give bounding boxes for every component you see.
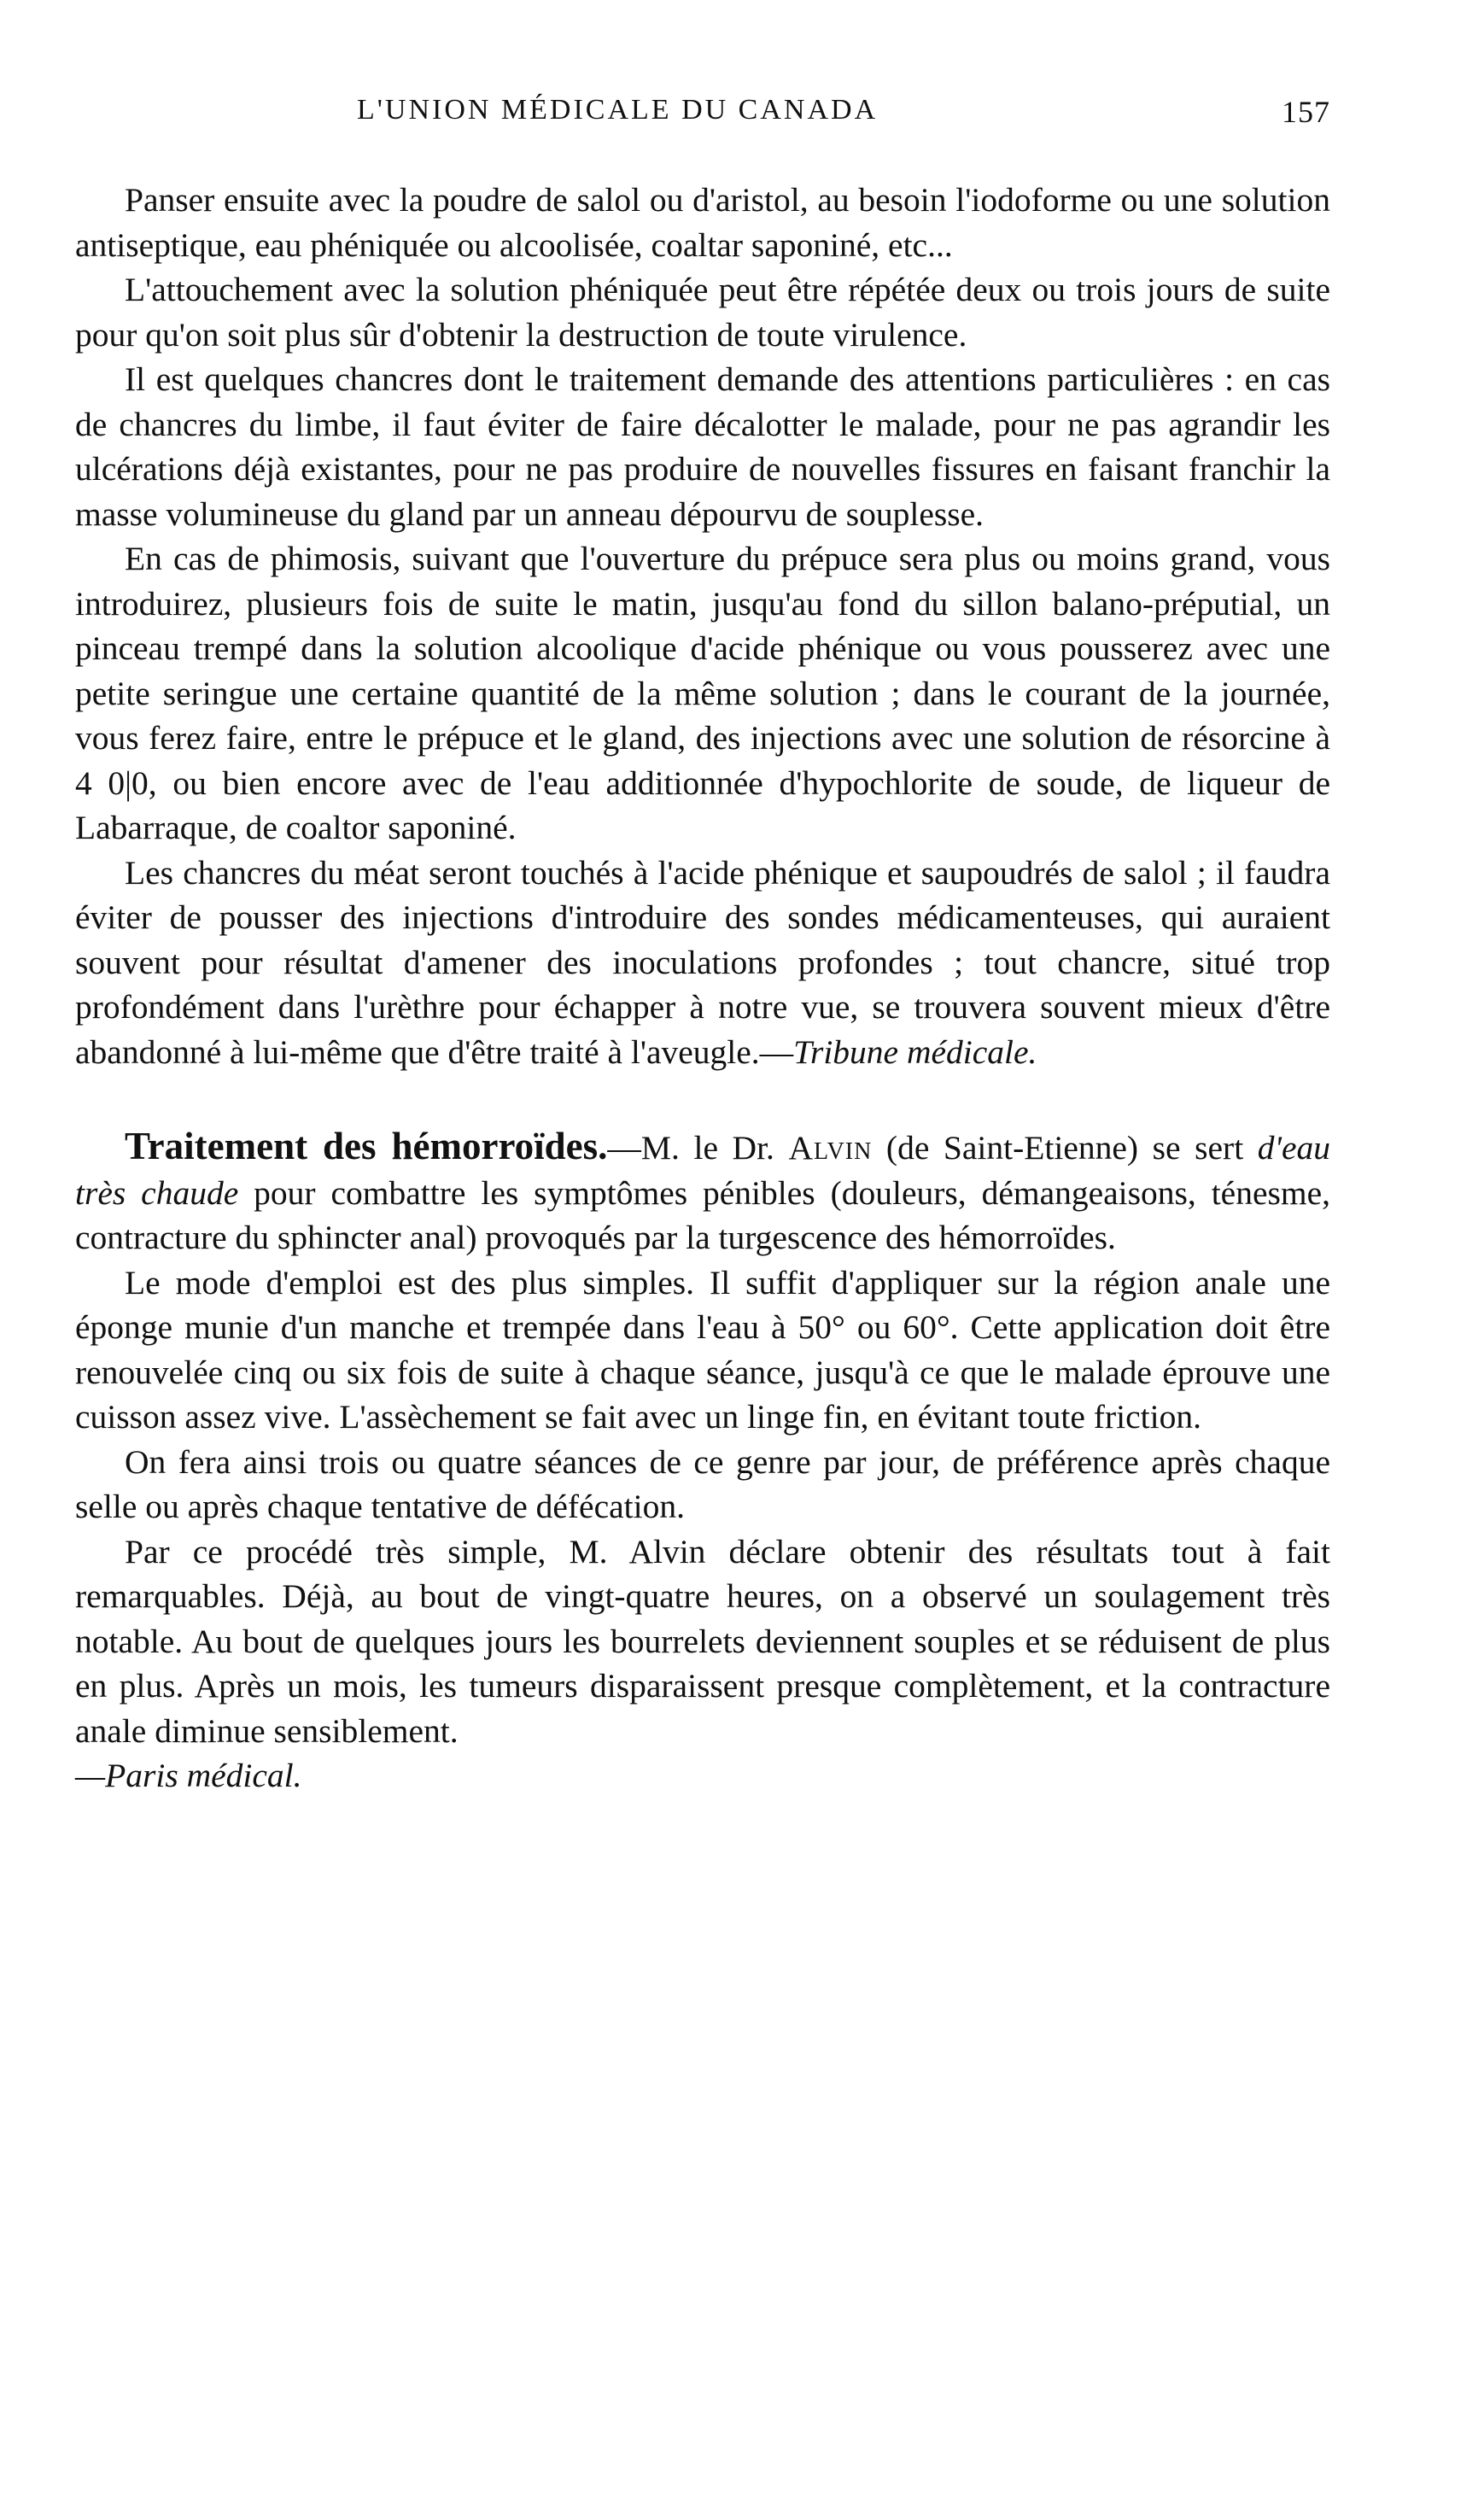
source-citation: Tribune médicale. bbox=[793, 1032, 1037, 1071]
page-number: 157 bbox=[1282, 95, 1330, 129]
paragraph-text: (de Saint-Etienne) se sert bbox=[872, 1129, 1258, 1167]
source-citation: —Paris médical. bbox=[75, 1757, 302, 1794]
running-header bbox=[75, 85, 1330, 137]
document-page bbox=[75, 85, 1330, 1798]
paragraph bbox=[75, 1753, 1330, 1798]
journal-title: L'UNION MÉDICALE DU CANADA bbox=[357, 94, 879, 126]
section-paragraph bbox=[75, 1124, 1330, 1260]
section-heading: Traitement des hémorroïdes. bbox=[125, 1125, 608, 1167]
section-gap bbox=[75, 1074, 1330, 1124]
paragraph: L'attouchement avec la solution phéniquée peut être répétée deux ou trois jours de suite pour qu'on soit plus sûr d'obtenir la destruction de toute virulence. bbox=[75, 271, 1330, 354]
intro-text: —M. le Dr. bbox=[607, 1129, 789, 1167]
author-name: Alvin bbox=[788, 1129, 873, 1167]
paragraph: Panser ensuite avec la poudre de salol ou d'aristol, au besoin l'iodoforme ou une solution antiseptique, eau phéniquée ou alcoolisée, coaltar saponiné, etc... bbox=[75, 181, 1330, 264]
paragraph: Le mode d'emploi est des plus simples. Il suffit d'appliquer sur la région anale une éponge munie d'un manche et trempée dans l'eau à 50° ou 60°. Cette application doit être renouvelée cinq ou six fois de suite à chaque séance, jusqu'à ce que le malade éprouve une cuisson assez vive. L'assèchement se fait avec un linge fin, en évitant toute friction. bbox=[75, 1263, 1330, 1436]
paragraph: On fera ainsi trois ou quatre séances de ce genre par jour, de préférence après chaque selle ou après chaque tentative de défécation. bbox=[75, 1442, 1330, 1525]
paragraph: En cas de phimosis, suivant que l'ouverture du prépuce sera plus ou moins grand, vous introduirez, plusieurs fois de suite le matin, jusqu'au fond du sillon balano-préputial, un pinceau trempé dans la solution alcoolique d'acide phénique ou vous pousserez avec une petite seringue une certaine quantité de la même solution ; dans le courant de la journée, vous ferez faire, entre le prépuce et le gland, des injections avec une solution de résorcine à 4 0|0, ou bien encore avec de l'eau additionnée d'hypochlorite de soude, de liqueur de Labarraque, de coaltor saponiné. bbox=[75, 540, 1330, 846]
paragraph bbox=[75, 851, 1330, 1075]
paragraph: Par ce procédé très simple, M. Alvin déclare obtenir des résultats tout à fait remarquables. Déjà, au bout de vingt-quatre heures, on a observé un soulagement très notable. Au bout de quelques jours les bourrelets deviennent souples et se réduisent de plus en plus. Après un mois, les tumeurs disparaissent presque complètement, et la contracture anale diminue sensiblement. bbox=[75, 1532, 1330, 1750]
paragraph: Il est quelques chancres dont le traitement demande des attentions particulières : en cas de chancres du limbe, il faut éviter de faire décalotter le malade, pour ne pas agrandir les ulcérations déjà existantes, pour ne pas produire de nouvelles fissures en faisant franchir la masse volumineuse du gland par un anneau dépourvu de souplesse. bbox=[75, 360, 1330, 533]
body-text bbox=[75, 178, 1330, 1798]
emphasis-text: d'eau très chaude bbox=[75, 1129, 1330, 1212]
paragraph-text: pour combattre les symptômes pénibles (douleurs, démangeaisons, ténesme, contracture du sphincter anal) provoqués par la turgescence des hémorroïdes. bbox=[75, 1173, 1330, 1256]
paragraph-text: Les chancres du méat seront touchés à l'acide phénique et saupoudrés de salol ; il faudra éviter de pousser des injections d'introduire des sondes médicamenteuses, qui auraient souvent pour résultat d'amener des inoculations profondes ; tout chancre, situé trop profondément dans l'urèthre pour échapper à notre vue, se trouvera souvent mieux d'être abandonné à lui-même que d'être traité à l'aveugle.— bbox=[75, 853, 1330, 1071]
